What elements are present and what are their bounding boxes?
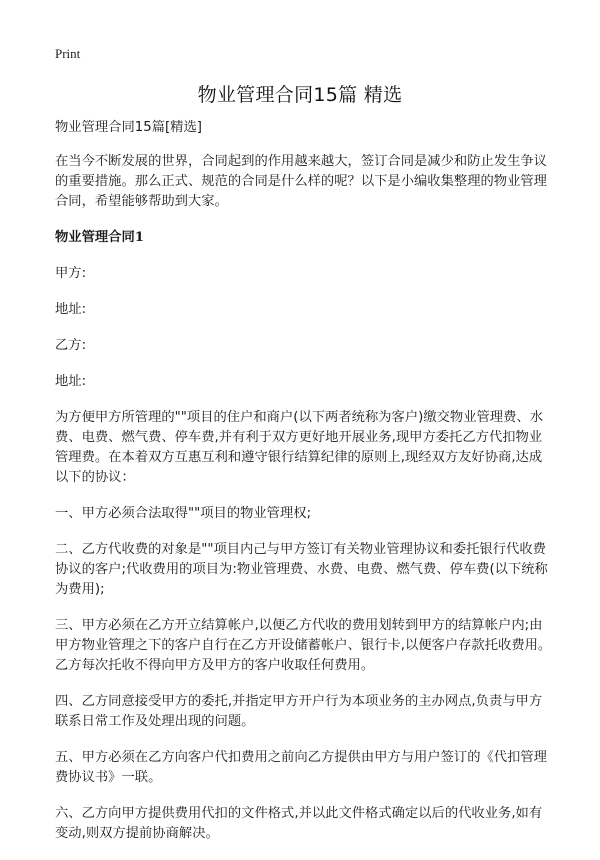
document-subtitle: 物业管理合同15篇[精选] — [55, 120, 202, 135]
document-title: 物业管理合同15篇 精选 — [197, 84, 403, 106]
section-heading: 物业管理合同1 — [55, 230, 145, 245]
party-b-label: 乙方: — [55, 338, 87, 353]
print-link[interactable]: Print — [55, 46, 81, 61]
preamble-paragraph: 为方便甲方所管理的""项目的住户和商户(以下两者统称为客户)缴交物业管理费、水费、电费、燃气费、停车费,并有利于双方更好地开展业务,现甲方委托乙方代扣物业管理费。在本着双方互惠互利和遵守银行结算纪律的原则上,现经双方友好协商,达成以下的协议： — [55, 410, 543, 485]
clause-4: 四、乙方同意接受甲方的委托,并指定甲方开户行为本项业务的主办网点,负责与甲方联系日常工作及处理出现的问题。 — [55, 694, 543, 729]
intro-paragraph: 在当今不断发展的世界，合同起到的作用越来越大，签订合同是减少和防止发生争议的重要措施。那么正式、规范的合同是什么样的呢？以下是小编收集整理的物业管理合同，希望能够帮助到大家。 — [55, 154, 547, 209]
party-a-address-label: 地址: — [55, 302, 87, 317]
party-b-address-label: 地址: — [55, 374, 87, 389]
document-body — [55, 118, 555, 860]
party-a-label: 甲方: — [55, 266, 87, 281]
clause-6: 六、乙方向甲方提供费用代扣的文件格式,并以此文件格式确定以后的代收业务,如有变动,则双方提前协商解决。 — [55, 806, 543, 841]
clause-1: 一、甲方必须合法取得""项目的物业管理权; — [55, 506, 312, 521]
clause-2: 二、乙方代收费的对象是""项目内己与甲方签订有关物业管理协议和委托银行代收费协议的客户;代收费用的项目为:物业管理费、水费、电费、燃气费、停车费(以下统称为费用); — [55, 542, 548, 597]
clause-5: 五、甲方必须在乙方向客户代扣费用之前向乙方提供由甲方与用户签订的《代扣管理费协议书》一联。 — [55, 750, 547, 785]
clause-3: 三、甲方必须在乙方开立结算帐户,以便乙方代收的费用划转到甲方的结算帐户内;由甲方物业管理之下的客户自行在乙方开设储蓄帐户、银行卡,以便客户存款托收费用。乙方每次托收不得向甲方及甲方的客户收取任何费用。 — [55, 618, 552, 673]
